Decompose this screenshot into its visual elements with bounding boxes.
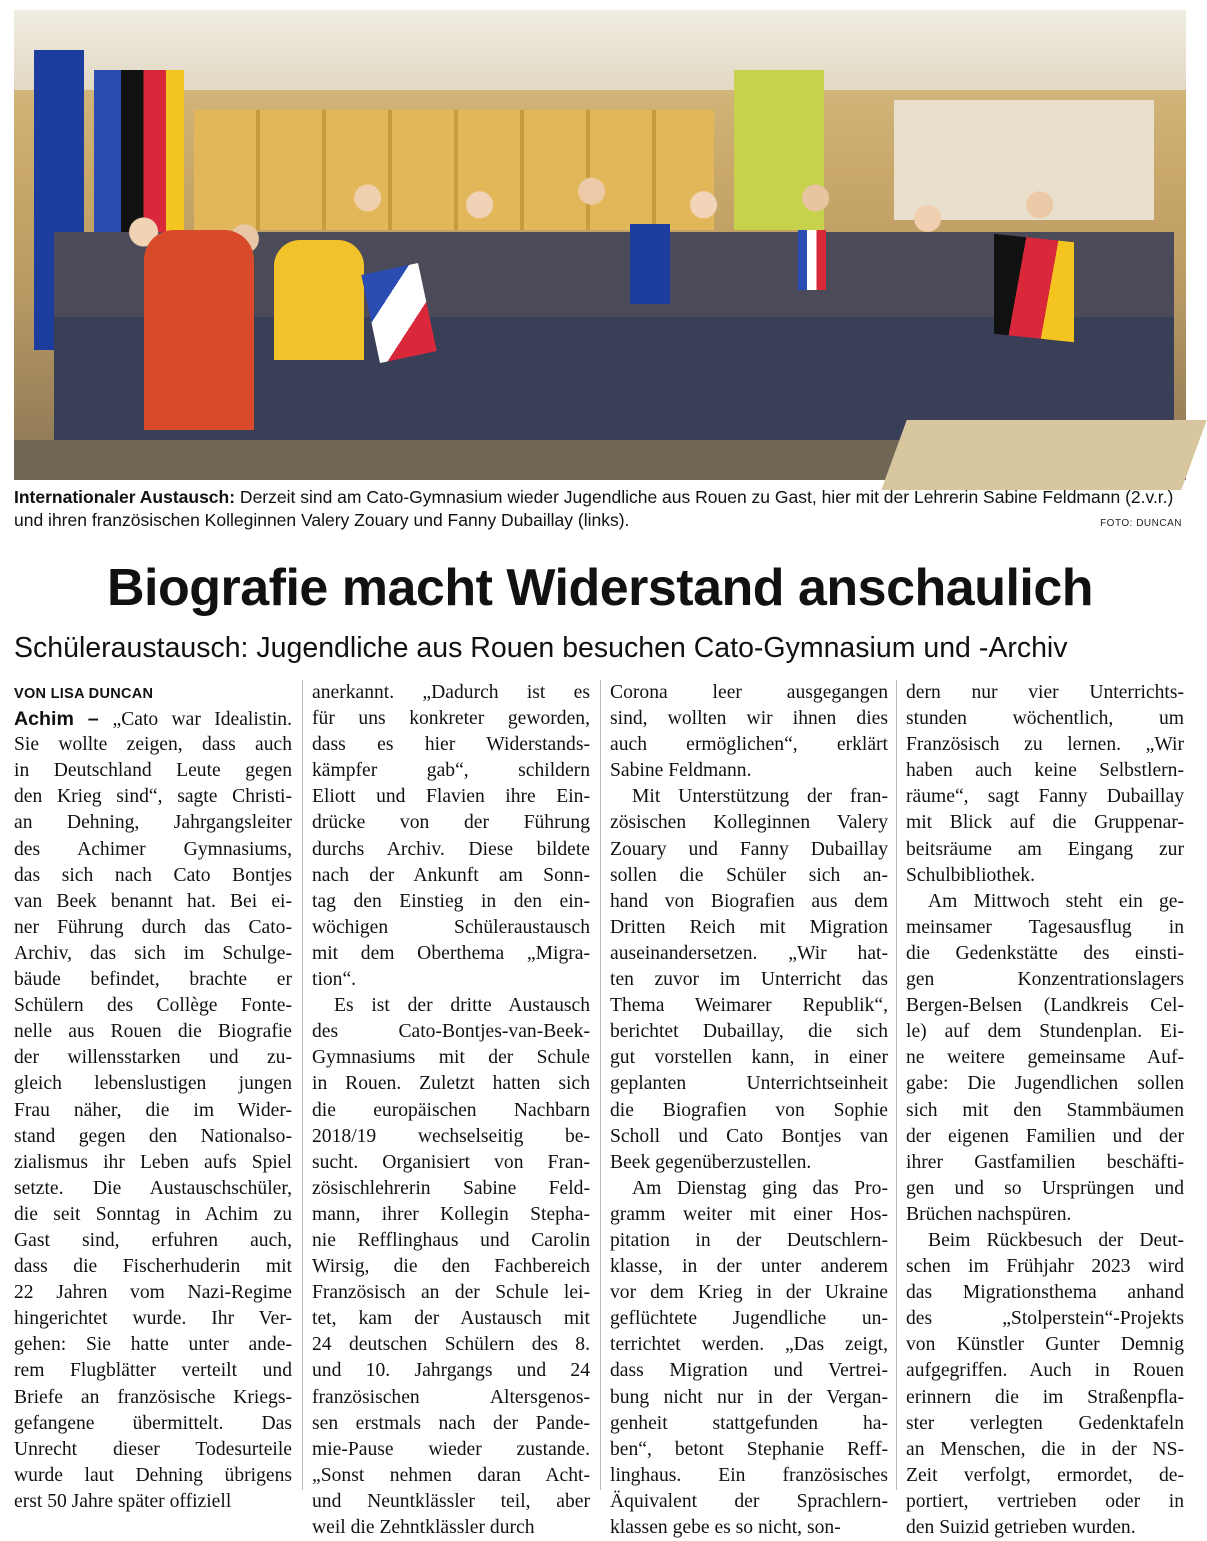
article-line: gen und so Ursprüngen und [906, 1177, 1184, 1199]
article-line: den Suizid getrieben wurden. [906, 1517, 1136, 1538]
article-line: mit Blick auf die Gruppenar- [906, 812, 1184, 834]
article-line: erst 50 Jahre später offiziell [14, 1490, 232, 1512]
column-divider [896, 680, 897, 1490]
article-line: van Beek benannt hat. Bei ei- [14, 890, 292, 912]
article-line: Mit Unterstützung der fran- [632, 786, 888, 808]
caption-lead: Internationaler Austausch: [14, 487, 236, 507]
photo-credit: FOTO: DUNCAN [1100, 518, 1182, 529]
article-line: le) auf dem Stundenplan. Ei- [906, 1021, 1184, 1043]
photo-caption [14, 486, 1186, 532]
article-line: Thema Weimarer Republik“, [610, 995, 888, 1017]
student-yellow-sweater [274, 240, 364, 360]
article-line: zösischlehrerin Sabine Feld- [312, 1177, 590, 1199]
article-line: sich mit den Stammbäumen [906, 1099, 1184, 1121]
article-subhead: Schüleraustausch: Jugendliche aus Rouen besuchen Cato-Gymnasium und -Archiv [14, 632, 1068, 664]
article-line: Archiv, das sich im Schulge- [14, 942, 292, 964]
article-line: stand gegen den Nationalso- [14, 1125, 292, 1147]
article-line: rem Flugblätter verteilt und [14, 1360, 292, 1382]
article-line: Am Mittwoch steht ein ge- [928, 890, 1184, 912]
article-line: schen im Frühjahr 2023 wird [906, 1256, 1184, 1278]
article-line: Gymnasiums mit der Schule [312, 1047, 590, 1069]
article-line: berichtet Dubaillay, die sich [610, 1021, 888, 1043]
article-line: hingerichtet wurde. Ihr Ver- [14, 1308, 292, 1330]
article-line: vor dem Krieg in der Ukraine [610, 1282, 888, 1304]
article-line: Eliott und Flavien ihre Ein- [312, 786, 590, 808]
german-flag [994, 234, 1074, 342]
photo-ceiling [14, 10, 1186, 90]
article-line: gleich lebenslustigen jungen [14, 1073, 292, 1095]
article-line: genheit stattgefunden ha- [610, 1412, 888, 1434]
article-line: sind, wollten wir ihnen dies [610, 708, 888, 730]
article-line: nach der Ankunft am Sonn- [312, 864, 590, 886]
article-line: sollen die Schüler sich an- [610, 864, 888, 886]
article-line: Gast sind, erfuhren auch, [14, 1229, 292, 1251]
article-line: klasse, in der unter anderem [610, 1256, 888, 1278]
caption-text: Derzeit sind am Cato-Gymnasium wieder Jugendliche aus Rouen zu Gast, hier mit der Lehrerin Sabine Feldmann (2.v.r.) und ihren französischen Kolleginnen Valery Zouary und Fanny Dubaillay (links). [14, 487, 1174, 530]
article-line: Wirsig, die den Fachbereich [312, 1256, 590, 1278]
article-line: dern nur vier Unterrichts- [906, 682, 1184, 703]
article-line: klassen gebe es so nicht, son- [610, 1517, 841, 1538]
article-line: mann, ihrer Kollegin Stepha- [312, 1203, 590, 1225]
article-line: das Migrationsthema anhand [906, 1282, 1184, 1304]
byline: VON LISA DUNCAN [14, 686, 154, 702]
article-line: ten zuvor im Unterricht das [610, 969, 888, 991]
article-line: und Neuntklässler teil, aber [312, 1490, 590, 1512]
article-line: Brüchen nachspüren. [906, 1203, 1072, 1225]
article-line: Zouary und Fanny Dubaillay [610, 838, 888, 860]
article-line: der eigenen Familien und der [906, 1125, 1184, 1147]
article-line: Am Dienstag ging das Pro- [632, 1177, 888, 1199]
article-line: räume“, sagt Fanny Dubaillay [906, 786, 1184, 808]
article-line: Beek gegenüberzustellen. [610, 1151, 812, 1173]
article-line: weil die Zehntklässler durch [312, 1517, 535, 1538]
article-line: aufgegriffen. Auch in Rouen [906, 1360, 1184, 1382]
article-line: hand von Biografien aus dem [610, 890, 888, 912]
article-line: Zeit verfolgt, ermordet, de- [906, 1464, 1184, 1486]
article-line: portiert, vertrieben oder in [906, 1490, 1184, 1512]
article-line: Corona leer ausgegangen [610, 682, 888, 703]
article-line: Dritten Reich mit Migration [610, 916, 888, 938]
article-line: das sich nach Cato Bontjes [14, 864, 292, 886]
article-line: pitation in der Deutschlern- [610, 1229, 888, 1251]
article-line: gabe: Die Jugendlichen sollen [906, 1073, 1184, 1095]
article-line: an Dehning, Jahrgangsleiter [14, 812, 292, 834]
article-line: ne weitere gemeinsame Auf- [906, 1047, 1184, 1069]
article-line: linghaus. Ein französisches [610, 1464, 888, 1486]
article-line: sucht. Organisiert von Fran- [312, 1151, 590, 1173]
article-column-1 [14, 680, 293, 1512]
article-line: gehen: Sie hatte unter ande- [14, 1334, 292, 1356]
article-line: nelle aus Rouen die Biografie [14, 1021, 292, 1043]
article-line: mie-Pause wieder zustande. [312, 1438, 590, 1460]
article-line: anerkannt. „Dadurch ist es [312, 682, 590, 703]
article-column-2 [312, 680, 590, 1538]
article-line: drücke von der Führung [312, 812, 590, 834]
article-line: meinsamer Tagesausflug in [906, 916, 1184, 938]
article-line: durchs Archiv. Diese bildete [312, 838, 590, 860]
column-divider [302, 680, 303, 1490]
article-line: stunden wöchentlich, um [906, 708, 1184, 730]
article-column-4 [906, 680, 1184, 1538]
article-line: „Sonst nehmen daran Acht- [312, 1464, 590, 1486]
article-line: die europäischen Nachbarn [312, 1099, 590, 1121]
article-line: ner Führung durch das Cato- [14, 916, 292, 938]
article-photo [14, 10, 1186, 476]
article-line: und 10. Jahrgangs und 24 [312, 1360, 590, 1382]
article-line: den Krieg sind“, sagte Christi- [14, 786, 292, 808]
dateline: Achim – [14, 708, 113, 731]
article-line: Sie wollte zeigen, dass auch [14, 734, 292, 756]
article-line: zialismus ihr Leben aufs Spiel [14, 1151, 292, 1173]
byline-line [14, 680, 292, 706]
article-line: die seit Sonntag in Achim zu [14, 1203, 292, 1225]
article-line: Unrecht dieser Todesurteile [14, 1438, 292, 1460]
article-line: ihrer Gastfamilien beschäfti- [906, 1151, 1184, 1173]
article-line: Schulbibliothek. [906, 864, 1035, 886]
article-line: auseinandersetzen. „Wir hat- [610, 942, 888, 964]
french-hand-flag [798, 230, 826, 290]
article-line: gefangene übermittelt. Das [14, 1412, 292, 1434]
article-line: von Künstler Gunter Demnig [906, 1334, 1184, 1356]
article-line: Französisch zu lernen. „Wir [906, 734, 1184, 756]
article-line: kämpfer gab“, schildern [312, 760, 590, 782]
article-line: 2018/19 wechselseitig be- [312, 1125, 590, 1147]
article-line: ben“, betont Stephanie Reff- [610, 1438, 888, 1460]
article-line: Sabine Feldmann. [610, 760, 752, 782]
article-line: tion“. [312, 969, 357, 991]
article-line: in Rouen. Zuletzt hatten sich [312, 1073, 590, 1095]
article-text: „Cato war Idealistin. [112, 709, 293, 731]
article-line: bäude befindet, brachte er [14, 969, 292, 991]
article-line: des Achimer Gymnasiums, [14, 838, 292, 860]
teacher-red-sweater [144, 230, 254, 430]
article-line: dass die Fischerhuderin mit [14, 1256, 292, 1278]
article-line: wurde laut Dehning übrigens [14, 1464, 292, 1486]
article-line: gut vorstellen kann, in einer [610, 1047, 888, 1069]
article-line: tet, kam der Austausch mit [312, 1308, 590, 1330]
article-line: in Deutschland Leute gegen [14, 760, 292, 782]
article-line: Es ist der dritte Austausch [334, 995, 590, 1017]
article-headline: Biografie macht Widerstand anschaulich [106, 559, 1094, 617]
article-line: dass es hier Widerstands- [312, 734, 590, 756]
article-line: zösischen Kolleginnen Valery [610, 812, 888, 834]
article-line: gen Konzentrationslagers [906, 969, 1184, 991]
article-line: ster verlegten Gedenktafeln [906, 1412, 1184, 1434]
article-line: sen erstmals nach der Pande- [312, 1412, 590, 1434]
article-line: 22 Jahren vom Nazi-Regime [14, 1282, 292, 1304]
article-line: Schülern des Collège Fonte- [14, 995, 292, 1017]
article-line: Briefe an französische Kriegs- [14, 1386, 292, 1408]
article-line: die Gedenkstätte des einsti- [906, 942, 1184, 964]
article-line: auch ermöglichen“, erklärt [610, 734, 888, 756]
article-line: bung nicht nur in der Vergan- [610, 1386, 888, 1408]
article-line: mit dem Oberthema „Migra- [312, 942, 590, 964]
article-line: terrichtet werden. „Das zeigt, [610, 1334, 888, 1356]
article-line: geplanten Unterrichtseinheit [610, 1073, 888, 1095]
photo-table [881, 420, 1206, 490]
article-line: wöchigen Schüleraustausch [312, 916, 590, 938]
article-line: haben auch keine Selbstlern- [906, 760, 1184, 782]
article-line: Bergen-Belsen (Landkreis Cel- [906, 995, 1184, 1017]
article-column-3 [610, 680, 888, 1538]
eu-hand-flag [630, 224, 670, 304]
article-line: setzte. Die Austauschschüler, [14, 1177, 292, 1199]
article-line: Französisch an der Schule lei- [312, 1282, 590, 1304]
article-line [14, 706, 292, 732]
article-line: 24 deutschen Schülern des 8. [312, 1334, 590, 1356]
article-line: dass Migration und Vertrei- [610, 1360, 888, 1382]
article-line: Äquivalent der Sprachlern- [610, 1490, 888, 1512]
column-divider [600, 680, 601, 1490]
article-line: Scholl und Cato Bontjes van [610, 1125, 888, 1147]
article-line: für uns konkreter geworden, [312, 708, 590, 730]
article-line: Beim Rückbesuch der Deut- [928, 1229, 1184, 1251]
article-line: an Menschen, die in der NS- [906, 1438, 1184, 1460]
article-line: beitsräume am Eingang zur [906, 838, 1184, 860]
article-line: gramm weiter mit einer Hos- [610, 1203, 888, 1225]
article-line: der willensstarken und zu- [14, 1047, 292, 1069]
article-line: des „Stolperstein“-Projekts [906, 1308, 1184, 1330]
article-line: geflüchtete Jugendliche un- [610, 1308, 888, 1330]
article-line: die Biografien von Sophie [610, 1099, 888, 1121]
article-line: tag den Einstieg in den ein- [312, 890, 590, 912]
article-line: Frau näher, die im Wider- [14, 1099, 292, 1121]
article-line: des Cato-Bontjes-van-Beek- [312, 1021, 590, 1043]
article-line: erinnern die im Straßenpfla- [906, 1386, 1184, 1408]
article-line: nie Refflinghaus und Carolin [312, 1229, 590, 1251]
article-line: französischen Altersgenos- [312, 1386, 590, 1408]
